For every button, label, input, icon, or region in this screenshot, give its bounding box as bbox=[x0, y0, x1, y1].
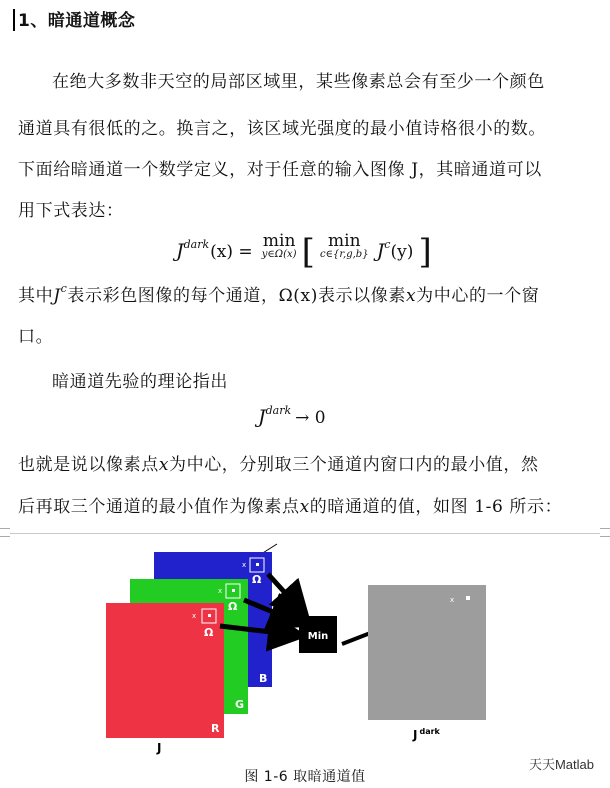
eq1-min-inner-sub: c∈{r,g,b} bbox=[320, 249, 369, 260]
arrow-b-to-min bbox=[268, 574, 297, 606]
eq1-rhs: J bbox=[376, 240, 385, 262]
dark-channel-equation bbox=[176, 232, 432, 272]
paragraph-3: 暗通道先验的理论指出 bbox=[52, 372, 228, 392]
svg-text:x: x bbox=[218, 587, 223, 595]
dark-pixel-marker bbox=[466, 596, 470, 600]
eq1-rhs-arg: (y) bbox=[390, 242, 414, 262]
dark-channel-panel bbox=[368, 585, 486, 720]
eq1-lhs-arg: (x) = bbox=[210, 242, 253, 262]
channel-g-label: G bbox=[235, 698, 245, 711]
svg-text:x: x bbox=[192, 612, 197, 620]
svg-text:x: x bbox=[242, 561, 247, 569]
min-operator-label: Min bbox=[307, 631, 329, 642]
paragraph-4-line-2: 后再取三个通道的最小值作为像素点x的暗通道的值，如图 1-6 所示： bbox=[18, 497, 563, 517]
svg-text:Ω: Ω bbox=[228, 600, 238, 613]
eq1-right-bracket: ] bbox=[418, 232, 432, 272]
eq1-left-bracket: [ bbox=[301, 232, 315, 272]
eq1-min-inner: min c∈{r,g,b} bbox=[320, 231, 369, 260]
paragraph-1-line-4: 用下式表达： bbox=[18, 201, 124, 221]
dark-x-label: x bbox=[450, 596, 455, 604]
paragraph-4-line-1: 也就是说以像素点x为中心，分别取三个通道内窗口内的最小值，然 bbox=[18, 455, 539, 475]
dark-prior-equation: $J^{dark} \to 0$ bbox=[258, 404, 326, 428]
eq1-min-outer-sub: y∈Ω(x) bbox=[261, 249, 297, 260]
channel-b-label: B bbox=[259, 672, 268, 685]
svg-text:Ω: Ω bbox=[204, 626, 214, 639]
paragraph-1-line-3: 下面给暗通道一个数学定义，对于任意的输入图像 J，其暗通道可以 bbox=[18, 160, 542, 180]
eq1-lhs: J bbox=[176, 240, 184, 262]
eq1-lhs-sup: dark bbox=[183, 238, 210, 251]
figure-caption: 图 1-6 取暗通道值 bbox=[244, 769, 366, 785]
paragraph-1-line-1: 在绝大多数非天空的局部区域里，某些像素总会有至少一个颜色 bbox=[52, 72, 545, 92]
paragraph-2-line-2: 口。 bbox=[18, 327, 54, 347]
paragraph-2-line-1: 其中$J^c$表示彩色图像的每个通道，Ω(x)表示以像素x为中心的一个窗 bbox=[18, 282, 540, 306]
output-image-label: J $^{dark}$ bbox=[413, 727, 440, 742]
input-image-label: J bbox=[157, 741, 162, 755]
page-break-divider bbox=[0, 528, 610, 536]
section-heading: 1、暗通道概念 bbox=[18, 11, 136, 31]
eq1-rhs-sup: c bbox=[384, 238, 391, 251]
paragraph-1-line-2: 通道具有很低的之。换言之，该区域光强度的最小值诗格很小的数。 bbox=[18, 119, 546, 139]
watermark: 天天Matlab bbox=[528, 757, 594, 772]
channel-r-label: R bbox=[211, 722, 220, 735]
eq1-min-outer: min y∈Ω(x) bbox=[261, 231, 297, 260]
dark-channel-figure bbox=[0, 536, 610, 766]
text-cursor bbox=[13, 9, 15, 31]
svg-text:Ω: Ω bbox=[252, 573, 262, 586]
